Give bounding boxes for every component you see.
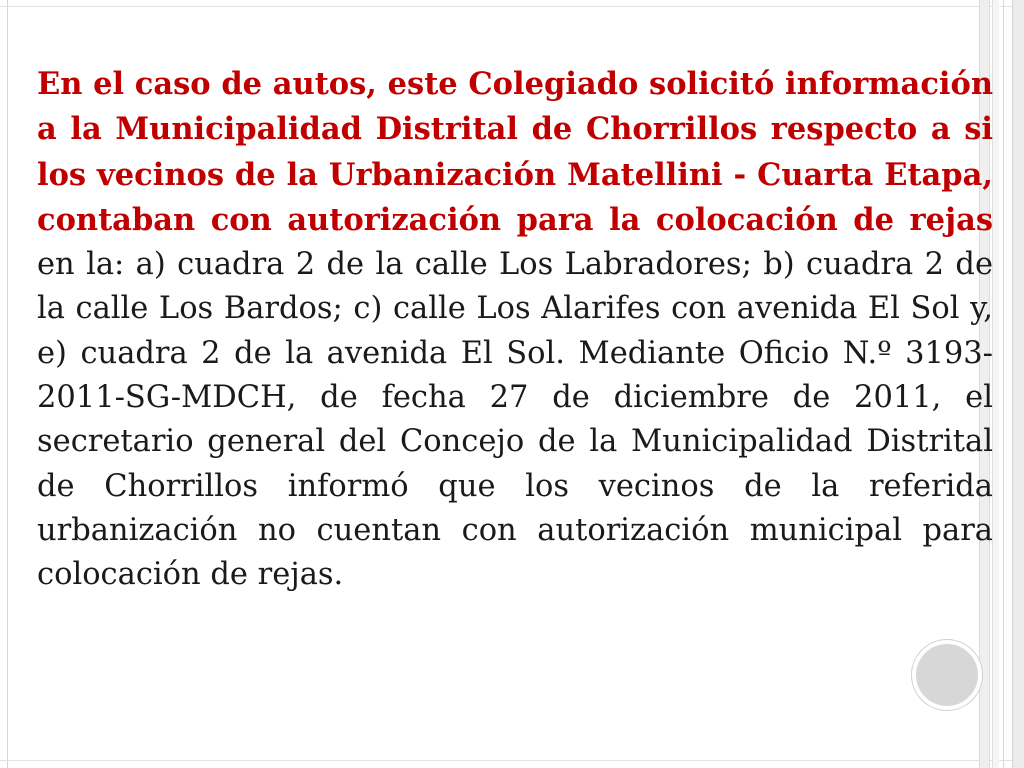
slide-body-paragraph [37,62,993,598]
decorative-bar [1012,0,1024,768]
frame-bottom-line [0,760,1024,761]
decorative-bar [992,0,999,768]
frame-left-line [7,0,8,768]
frame-top-line [0,6,1024,7]
body-text: en la: a) cuadra 2 de la calle Los Labradores; b) cuadra 2 de la calle Los Bardos; c) calle Los Alarifes con avenida El Sol y, e) cuadra 2 de la avenida El Sol. Mediante Oficio N.º 3193-2011-SG-MDCH, de fecha 27 de diciembre de 2011, el secretario general del Concejo de la Municipalidad Distrital de Chorrillos informó que los vecinos de la referida urbanización no cuentan con autorización municipal para colocación de rejas. [37,247,993,593]
decorative-circle [912,640,982,710]
highlighted-text: En el caso de autos, este Colegiado solicitó información a la Municipalidad Distrital de Chorrillos respecto a si los vecinos de la Urbanización Matellini - Cuarta Etapa, contaban con autorización para la colocación de rejas [37,66,993,238]
decorative-bar [1003,0,1004,768]
